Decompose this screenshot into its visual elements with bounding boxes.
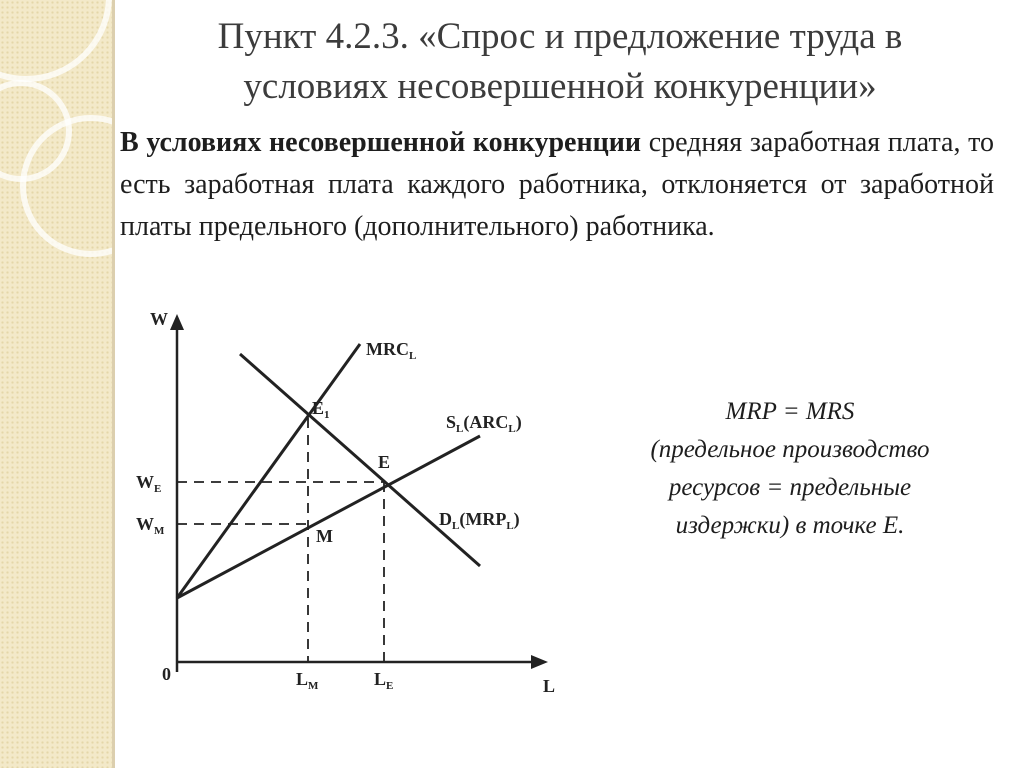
mrc-main: MRC <box>366 339 409 359</box>
x-axis-arrow <box>531 655 548 669</box>
demand-mid: (MRP <box>459 509 507 529</box>
e1-main: E <box>312 398 325 418</box>
demand-sub2: L <box>506 520 514 532</box>
point-e-label: E <box>378 452 391 472</box>
demand-end: ) <box>513 509 520 529</box>
lm-sub: M <box>308 680 319 692</box>
demand-label <box>439 509 520 532</box>
slide-title-line2: условиях несовершенной конкуренции» <box>243 66 877 107</box>
e1-sub: 1 <box>324 409 330 421</box>
we-tick-label <box>136 472 161 495</box>
equilibrium-note <box>610 393 970 545</box>
slide-title-line1: Пункт 4.2.3. «Спрос и предложение труда в <box>217 16 903 57</box>
we-sub: E <box>154 483 162 495</box>
point-m-label: M <box>316 526 333 546</box>
body-bold-lead: В условиях несовершенной конкуренции <box>120 127 642 158</box>
wm-main: W <box>136 514 154 534</box>
note-line3: ресурсов = предельные <box>668 474 912 501</box>
mrc-sub: L <box>409 350 417 362</box>
demand-sub1: L <box>452 520 460 532</box>
le-tick-label <box>374 669 393 692</box>
x-axis-label: L <box>543 676 556 696</box>
lm-tick-label <box>296 669 319 692</box>
supply-curve <box>177 436 480 598</box>
le-sub: E <box>386 680 394 692</box>
y-axis-arrow <box>170 314 184 330</box>
note-line4: издержки) в точке E. <box>675 512 905 539</box>
supply-label <box>446 412 522 435</box>
body-rest: средняя заработная плата, то есть заработная плата каждого работника, отклоняется от заработной платы предельного (дополнительного) работника. <box>120 127 995 242</box>
origin-label: 0 <box>162 664 171 684</box>
supply-sub2: L <box>508 423 516 435</box>
supply-mid: (ARC <box>463 412 509 432</box>
note-line1: MRP = MRS <box>725 398 855 425</box>
note-line2: (предельное производство <box>650 436 930 463</box>
mrc-label <box>366 339 416 362</box>
supply-main: S <box>446 412 457 432</box>
wm-tick-label <box>136 514 165 537</box>
wm-sub: M <box>154 525 165 537</box>
supply-end: ) <box>515 412 522 432</box>
y-axis-label: W <box>150 309 168 329</box>
mrc-curve <box>177 344 360 598</box>
supply-sub1: L <box>456 423 464 435</box>
we-main: W <box>136 472 154 492</box>
le-main: L <box>374 669 387 689</box>
lm-main: L <box>296 669 309 689</box>
point-e1-label <box>312 398 330 421</box>
demand-main: D <box>439 509 452 529</box>
